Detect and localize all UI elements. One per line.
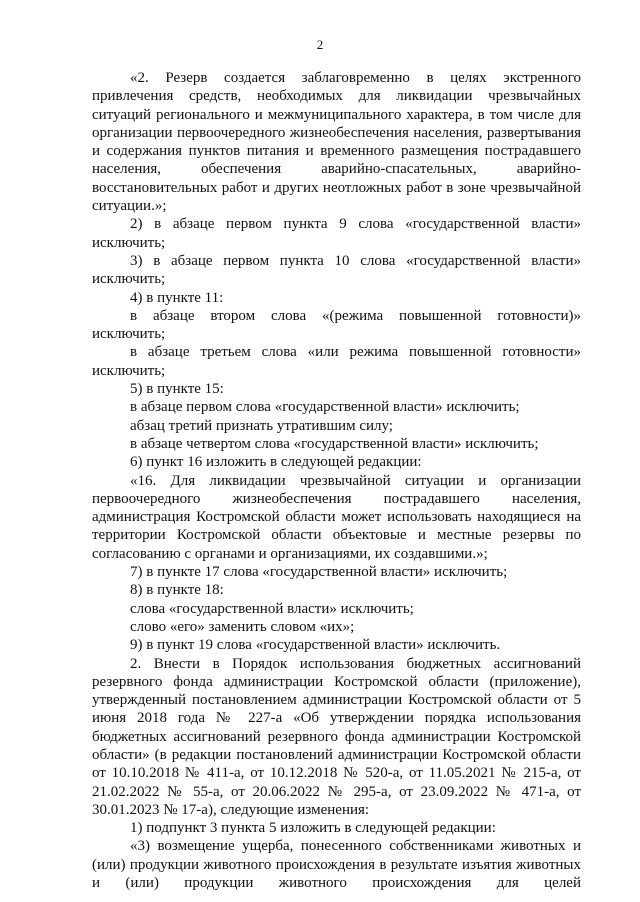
paragraph-item-5-a: в абзаце первом слова «государственной власти» исключить;	[130, 399, 520, 416]
paragraph-item-4-b: в абзаце третьем слова «или режима повышенной готовности» исключить;	[92, 344, 581, 379]
paragraph-reserve-definition: «2. Резерв создается заблаговременно в целях экстренного привлечения средств, необходимых для ликвидации чрезвычайных ситуаций регионального и межмуниципального характера, в том числе для организации первоочередного жизнеобеспечения населения, развертывания и содержания пунктов питания и временного размещения пострадавшего населения, обеспечения аварийно-спасательных, аварийно-восстановительных работ и других неотложных работ в зоне чрезвычайной ситуации.»;	[92, 70, 581, 215]
paragraph-item-8-b: слово «его» заменить словом «их»;	[130, 618, 355, 635]
paragraph-item-2: 2) в абзаце первом пункта 9 слова «государственной власти» исключить;	[92, 216, 581, 251]
paragraph-subitem-1: 1) подпункт 3 пункта 5 изложить в следующей редакции:	[130, 820, 496, 837]
paragraph-subitem-3: «3) возмещение ущерба, понесенного собственниками животных и (или) продукции животного происхождения в результате изъятия животных и (или) продукции животного происхождения для целей	[92, 838, 581, 892]
paragraph-item-9: 9) в пункт 19 слова «государственной власти» исключить.	[130, 637, 501, 654]
paragraph-item-6: 6) пункт 16 изложить в следующей редакции:	[130, 454, 422, 471]
paragraph-section-2: 2. Внести в Порядок использования бюджетных ассигнований резервного фонда администрации Костромской области (приложение), утвержденный постановлением администрации Костромской области от 5 июня 2018 года № 227-а «Об утверждении порядка использования бюджетных ассигнований резервного фонда администрации Костромской области» (в редакции постановлений администрации Костромской области от 10.10.2018 № 411-а, от 10.12.2018 № 520-а, от 11.05.2021 № 215-а, от 21.02.2022 № 55-а, от 20.06.2022 № 295-а, от 23.09.2022 № 471-а, от 30.01.2023 № 17-а), следующие изменения:	[92, 655, 581, 818]
document-body	[92, 69, 581, 892]
paragraph-item-4-a: в абзаце втором слова «(режима повышенной готовности)» исключить;	[92, 307, 581, 343]
paragraph-point-16: «16. Для ликвидации чрезвычайной ситуации и организации первоочередного жизнеобеспечения пострадавшего населения, администрация Костромской области может использовать находящиеся на территории Костромской области объектовые и местные резервы по согласованию с органами и организациями, их создавшими.»;	[92, 472, 581, 562]
paragraph-item-5-b: абзац третий признать утратившим силу;	[130, 417, 393, 434]
paragraph-item-4: 4) в пункте 11:	[130, 289, 224, 306]
paragraph-item-3: 3) в абзаце первом пункта 10 слова «государственной власти» исключить;	[92, 252, 581, 288]
page-number: 2	[316, 37, 324, 52]
paragraph-item-5: 5) в пункте 15:	[130, 381, 224, 398]
paragraph-item-8-a: слова «государственной власти» исключить;	[130, 600, 414, 617]
paragraph-item-7: 7) в пункте 17 слова «государственной власти» исключить;	[130, 564, 508, 581]
paragraph-item-8: 8) в пункте 18:	[130, 582, 224, 599]
paragraph-item-5-c: в абзаце четвертом слова «государственной власти» исключить;	[130, 435, 539, 452]
